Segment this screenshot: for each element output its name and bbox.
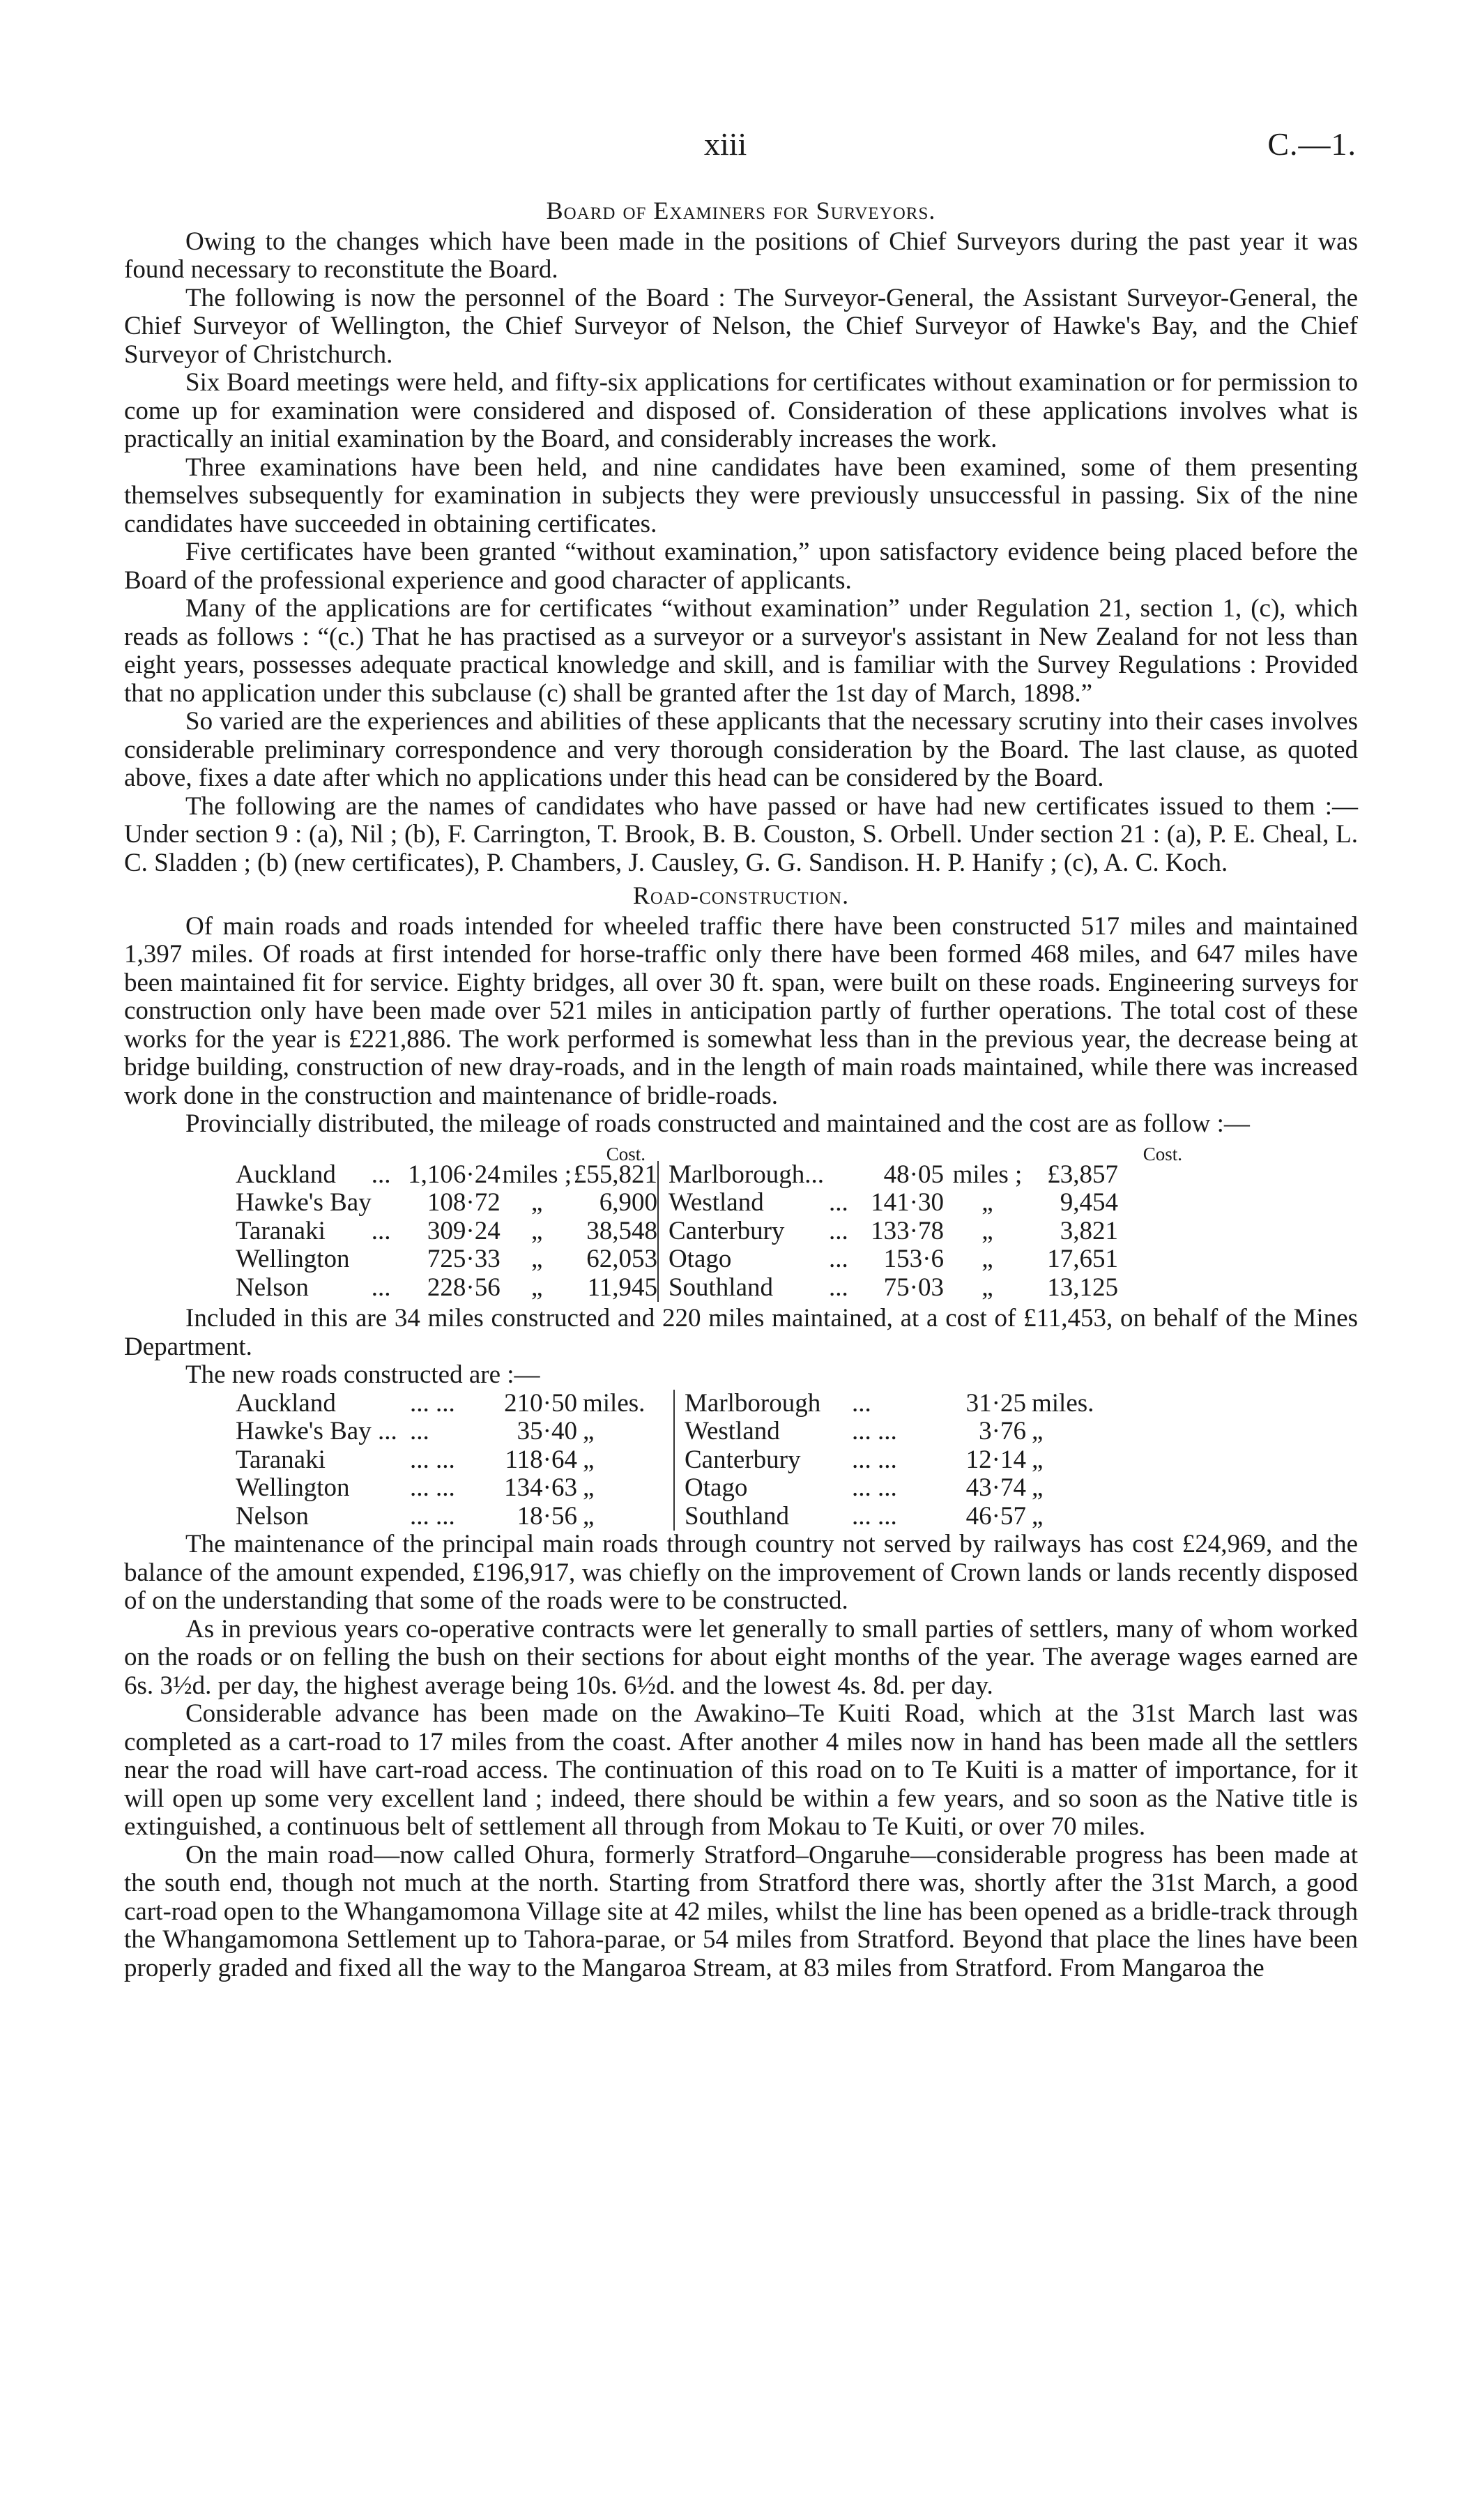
- leader-dots: ... ...: [410, 1501, 455, 1531]
- leader-dots: ... ...: [852, 1473, 897, 1502]
- district-name: Hawke's Bay: [236, 1188, 372, 1217]
- unit-label: „: [583, 1473, 595, 1502]
- unit-label: „: [583, 1417, 595, 1445]
- district-name: Westland: [658, 1189, 829, 1217]
- leader-dots: ...: [371, 1160, 391, 1189]
- distribution-row: [236, 1161, 1118, 1190]
- district-name: Auckland: [236, 1388, 336, 1418]
- cost-value: £55,821: [573, 1160, 657, 1189]
- cost-value: 38,548: [586, 1216, 657, 1245]
- miles-value: 133·78: [871, 1216, 944, 1245]
- new-roads-row: [236, 1503, 1115, 1531]
- paper-reference: C.—1.: [1267, 126, 1357, 162]
- miles-value: 46·57: [965, 1501, 1026, 1531]
- district-name: Wellington: [236, 1245, 350, 1273]
- miles-value: 210·50: [504, 1388, 577, 1418]
- paragraph: Five certificates have been granted “without examination,” upon satisfactory evidence being placed before the Board of the professional experience and good character of applicants.: [124, 538, 1358, 595]
- leader-dots: [372, 1245, 406, 1274]
- new-roads-row: [236, 1446, 1115, 1475]
- leader-dots: ...: [410, 1417, 429, 1445]
- distribution-row: [236, 1189, 1118, 1217]
- miles-value: 3·76: [979, 1417, 1026, 1445]
- miles-value: 153·6: [883, 1245, 944, 1273]
- document-body: [124, 197, 1358, 1982]
- unit-label: „: [1032, 1417, 1044, 1445]
- leader-dots: ...: [828, 1245, 848, 1273]
- district-name: Hawke's Bay ...: [236, 1417, 397, 1445]
- miles-value: 75·03: [883, 1273, 944, 1302]
- paragraph: Six Board meetings were held, and fifty-six applications for certificates without examination or for permission to come up for examination were considered and disposed of. Consideration of these applications involves what is practically an initial examination by the Board, and considerably increases the work.: [124, 368, 1358, 453]
- leader-dots: ...: [371, 1216, 391, 1245]
- cost-value: 9,454: [1060, 1188, 1118, 1217]
- miles-value: 43·74: [965, 1473, 1026, 1502]
- paragraph: Of main roads and roads intended for wheeled traffic there have been constructed 517 miles and maintained 1,397 miles. Of roads at first intended for horse-traffic only there have been formed 468 miles, and 647 miles have been maintained fit for service. Eighty bridges, all over 30 ft. span, were built on these roads. Engineering surveys for construction only have been made over 521 miles in anticipation partly of further operations. The total cost of these works for the year is £221,886. The work performed is somewhat less than in the previous year, the decrease being at bridge building, construction of new dray-roads, and in the length of main roads maintained, while there was increased work done in the construction and maintenance of bridle-roads.: [124, 911, 1358, 1110]
- paragraph: So varied are the experiences and abilities of these applicants that the necessary scrutiny into their cases involves considerable preliminary correspondence and very thorough consideration by the Board. The last clause, as quoted above, fixes a date after which no applications under this head can be considered by the Board.: [124, 707, 1358, 792]
- unit-label: miles ;: [502, 1160, 572, 1189]
- district-name: Otago: [658, 1245, 829, 1274]
- unit-label: „: [530, 1245, 543, 1273]
- page-header: [0, 126, 1482, 174]
- cost-value: £3,857: [1047, 1160, 1118, 1189]
- unit-label: „: [1032, 1473, 1044, 1502]
- section-heading-board: Board of Examiners for Surveyors.: [546, 197, 936, 225]
- section-heading-roads: Road-construction.: [632, 881, 850, 909]
- unit-label: „: [530, 1216, 543, 1245]
- distribution-row: [236, 1245, 1118, 1274]
- leader-dots: ...: [371, 1273, 391, 1302]
- cost-value: 17,651: [1047, 1245, 1118, 1273]
- miles-value: 141·30: [871, 1188, 944, 1217]
- miles-value: 108·72: [427, 1188, 501, 1217]
- miles-value: 35·40: [517, 1417, 577, 1445]
- unit-label: miles ;: [952, 1160, 1023, 1189]
- district-name: Taranaki: [236, 1445, 326, 1474]
- unit-label: miles.: [1032, 1388, 1094, 1418]
- leader-dots: ...: [828, 1216, 848, 1245]
- miles-value: 228·56: [427, 1273, 501, 1302]
- district-name: Wellington: [236, 1473, 350, 1502]
- district-name: Nelson: [236, 1273, 309, 1302]
- distribution-row: [236, 1217, 1118, 1246]
- paragraph: As in previous years co-operative contracts were let generally to small parties of settlers, many of whom worked on the roads or on felling the bush on their sections for about eight months of the year. The average wages earned are 6s. 3½d. per day, the highest average being 10s. 6½d. and the lowest 4s. 8d. per day.: [124, 1614, 1358, 1700]
- unit-label: „: [981, 1245, 993, 1273]
- unit-label: „: [583, 1501, 595, 1531]
- leader-dots: ...: [828, 1188, 848, 1217]
- district-name: Marlborough...: [658, 1161, 829, 1190]
- cost-value: 13,125: [1047, 1273, 1118, 1302]
- unit-label: „: [530, 1188, 543, 1217]
- unit-label: „: [583, 1445, 595, 1474]
- cost-header-left: Cost.: [606, 1143, 645, 1164]
- leader-dots: [829, 1161, 864, 1190]
- miles-value: 12·14: [965, 1445, 1026, 1474]
- unit-label: „: [1032, 1501, 1044, 1531]
- district-name: Southland: [674, 1503, 852, 1531]
- miles-value: 1,106·24: [408, 1160, 501, 1189]
- district-name: Nelson: [236, 1501, 309, 1531]
- page-number: xiii: [704, 126, 747, 162]
- paragraph: Owing to the changes which have been made in the positions of Chief Surveyors during the past year it was found necessary to reconstitute the Board.: [124, 227, 1358, 284]
- district-name: Otago: [674, 1474, 852, 1503]
- paragraph: On the main road—now called Ohura, formerly Stratford–Ongaruhe—considerable progress has been made at the south end, though not much at the north. Starting from Stratford there was, shortly after the 31st March, a good cart-road open to the Whangamomona Village site at 42 miles, whilst the line has been opened as a bridle-track through the Whangamomona Settlement up to Tahora-parae, or 54 miles from Stratford. Beyond that place the lines have been properly graded and fixed all the way to the Mangaroa Stream, at 83 miles from Stratford. From Mangaroa the: [124, 1840, 1358, 1982]
- paragraph: The new roads constructed are :—: [185, 1360, 540, 1389]
- miles-value: 725·33: [427, 1245, 501, 1273]
- miles-value: 118·64: [505, 1445, 577, 1474]
- cost-header-right: Cost.: [1143, 1143, 1182, 1164]
- district-name: Marlborough: [674, 1390, 852, 1418]
- cost-value: 6,900: [599, 1188, 657, 1217]
- leader-dots: [372, 1189, 406, 1217]
- unit-label: „: [981, 1188, 993, 1217]
- unit-label: miles.: [583, 1388, 645, 1418]
- district-name: Southland: [658, 1274, 829, 1303]
- paragraph: The following are the names of candidates who have passed or have had new certificates issued to them :—Under section 9 : (a), Nil ; (b), F. Carrington, T. Brook, B. B. Couston, S. Orbell. Under section 21 : (a), P. E. Cheal, L. C. Sladden ; (b) (new certificates), P. Chambers, J. Causley, G. G. Sandison. H. P. Hanify ; (c), A. C. Koch.: [124, 791, 1358, 877]
- cost-value: 62,053: [586, 1245, 657, 1273]
- leader-dots: ... ...: [410, 1388, 455, 1418]
- leader-dots: ... ...: [852, 1445, 897, 1474]
- distribution-table: [236, 1161, 1118, 1303]
- miles-value: 31·25: [965, 1388, 1026, 1418]
- new-roads-row: [236, 1390, 1115, 1418]
- miles-value: 134·63: [504, 1473, 577, 1502]
- cost-value: 3,821: [1060, 1216, 1118, 1245]
- cost-value: 11,945: [587, 1273, 657, 1302]
- district-name: Canterbury: [658, 1217, 829, 1246]
- district-name: Taranaki: [236, 1216, 326, 1245]
- new-roads-row: [236, 1418, 1115, 1446]
- new-roads-row: [236, 1474, 1115, 1503]
- leader-dots: ... ...: [410, 1473, 455, 1502]
- district-name: Westland: [674, 1418, 852, 1446]
- leader-dots: ...: [828, 1273, 848, 1302]
- leader-dots: ... ...: [410, 1445, 455, 1474]
- miles-value: 18·56: [517, 1501, 577, 1531]
- new-roads-table: [236, 1390, 1115, 1531]
- leader-dots: ... ...: [852, 1501, 897, 1531]
- district-name: Canterbury: [674, 1446, 852, 1475]
- distribution-row: [236, 1274, 1118, 1303]
- distribution-table-block: [124, 1140, 1358, 1303]
- paragraph: Considerable advance has been made on the Awakino–Te Kuiti Road, which at the 31st March last was completed as a cart-road to 17 miles from the coast. After another 4 miles now in hand has been made all the settlers near the road will have cart-road access. The continuation of this road on to Te Kuiti is a matter of importance, for it will open up some very excellent land ; indeed, there should be within a few years, and so soon as the Native title is extinguished, a continuous belt of settlement all through from Mokau to Te Kuiti, or over 70 miles.: [124, 1699, 1358, 1841]
- paragraph: Three examinations have been held, and nine candidates have been examined, some of them presenting themselves subsequently for examination in subjects they were previously unsuccessful in passing. Six of the nine candidates have succeeded in obtaining certificates.: [124, 453, 1358, 538]
- unit-label: „: [530, 1273, 543, 1302]
- paragraph: The maintenance of the principal main roads through country not served by railways has cost £24,969, and the balance of the amount expended, £196,917, was chiefly on the improvement of Crown lands or lands recently disposed of on the understanding that some of the roads were to be constructed.: [124, 1530, 1358, 1615]
- district-name: Auckland: [236, 1160, 336, 1189]
- leader-dots: ...: [852, 1388, 871, 1418]
- unit-label: „: [1032, 1445, 1044, 1474]
- paragraph: The following is now the personnel of the Board : The Surveyor-General, the Assistant Surveyor-General, the Chief Surveyor of Wellington, the Chief Surveyor of Nelson, the Chief Surveyor of Hawke's Bay, and the Chief Surveyor of Christchurch.: [124, 283, 1358, 369]
- unit-label: „: [981, 1216, 993, 1245]
- paragraph: Provincially distributed, the mileage of roads constructed and maintained and the cost are as follow :—: [185, 1109, 1250, 1138]
- paragraph: Many of the applications are for certificates “without examination” under Regulation 21, section 1, (c), which reads as follows : “(c.) That he has practised as a surveyor or a surveyor's assistant in New Zealand for not less than eight years, possesses adequate practical knowledge and skill, and is familiar with the Survey Regulations : Provided that no application under this subclause (c) shall be granted after the 1st day of March, 1898.”: [124, 594, 1358, 708]
- paragraph: Included in this are 34 miles constructed and 220 miles maintained, at a cost of £11,453, on behalf of the Mines Department.: [124, 1304, 1358, 1361]
- leader-dots: ... ...: [852, 1417, 897, 1445]
- miles-value: 48·05: [883, 1160, 944, 1189]
- cost-header-row: [124, 1140, 1358, 1164]
- unit-label: „: [981, 1273, 993, 1302]
- miles-value: 309·24: [427, 1216, 501, 1245]
